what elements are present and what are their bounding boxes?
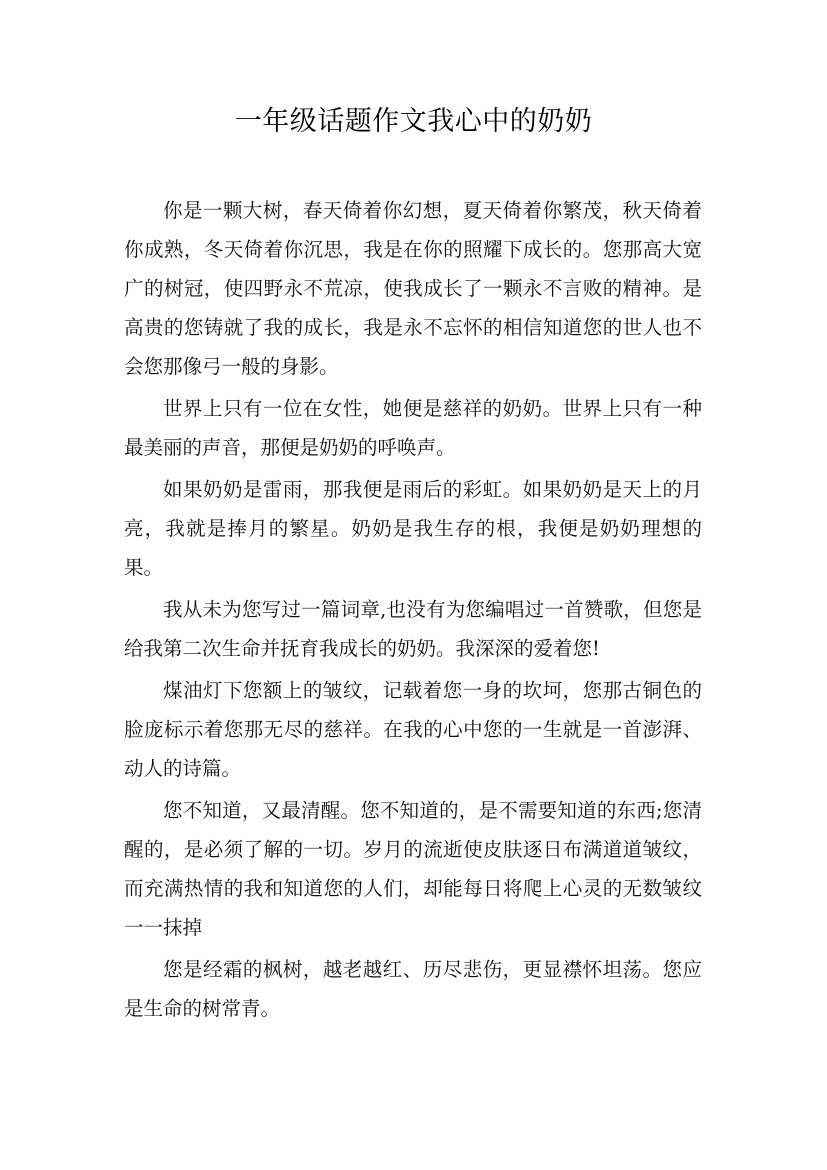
paragraph-6: 您不知道，又最清醒。您不知道的，是不需要知道的东西;您清醒的，是必须了解的一切。岁月的流逝使皮肤逐日布满道道皱纹，而充满热情的我和知道您的人们，却能每日将爬上心灵的无数皱纹一一抹掉 xyxy=(124,799,702,939)
paragraph-5: 煤油灯下您额上的皱纹，记载着您一身的坎坷，您那古铜色的脸庞标示着您那无尽的慈祥。在我的心中您的一生就是一首澎湃、动人的诗篇。 xyxy=(124,679,702,780)
paragraph-1: 你是一颗大树，春天倚着你幻想，夏天倚着你繁茂，秋天倚着你成熟，冬天倚着你沉思，我是在你的照耀下成长的。您那高大宽广的树冠，使四野永不荒凉，使我成长了一颗永不言败的精神。是高贵的您铸就了我的成长，我是永不忘怀的相信知道您的世人也不会您那像弓一般的身影。 xyxy=(124,199,702,378)
paragraph-2: 世界上只有一位在女性，她便是慈祥的奶奶。世界上只有一种最美丽的声音，那便是奶奶的呼唤声。 xyxy=(124,397,702,459)
paragraph-4: 我从未为您写过一篇词章,也没有为您编唱过一首赞歌，但您是给我第二次生命并抚育我成长的奶奶。我深深的爱着您! xyxy=(124,598,702,660)
paragraph-3: 如果奶奶是雷雨，那我便是雨后的彩虹。如果奶奶是天上的月亮，我就是捧月的繁星。奶奶是我生存的根，我便是奶奶理想的果。 xyxy=(124,478,702,579)
paragraph-7: 您是经霜的枫树，越老越红、历尽悲伤，更显襟怀坦荡。您应是生命的树常青。 xyxy=(124,958,702,1020)
document-title: 一年级话题作文我心中的奶奶 xyxy=(234,106,593,137)
document-body xyxy=(124,191,702,1031)
